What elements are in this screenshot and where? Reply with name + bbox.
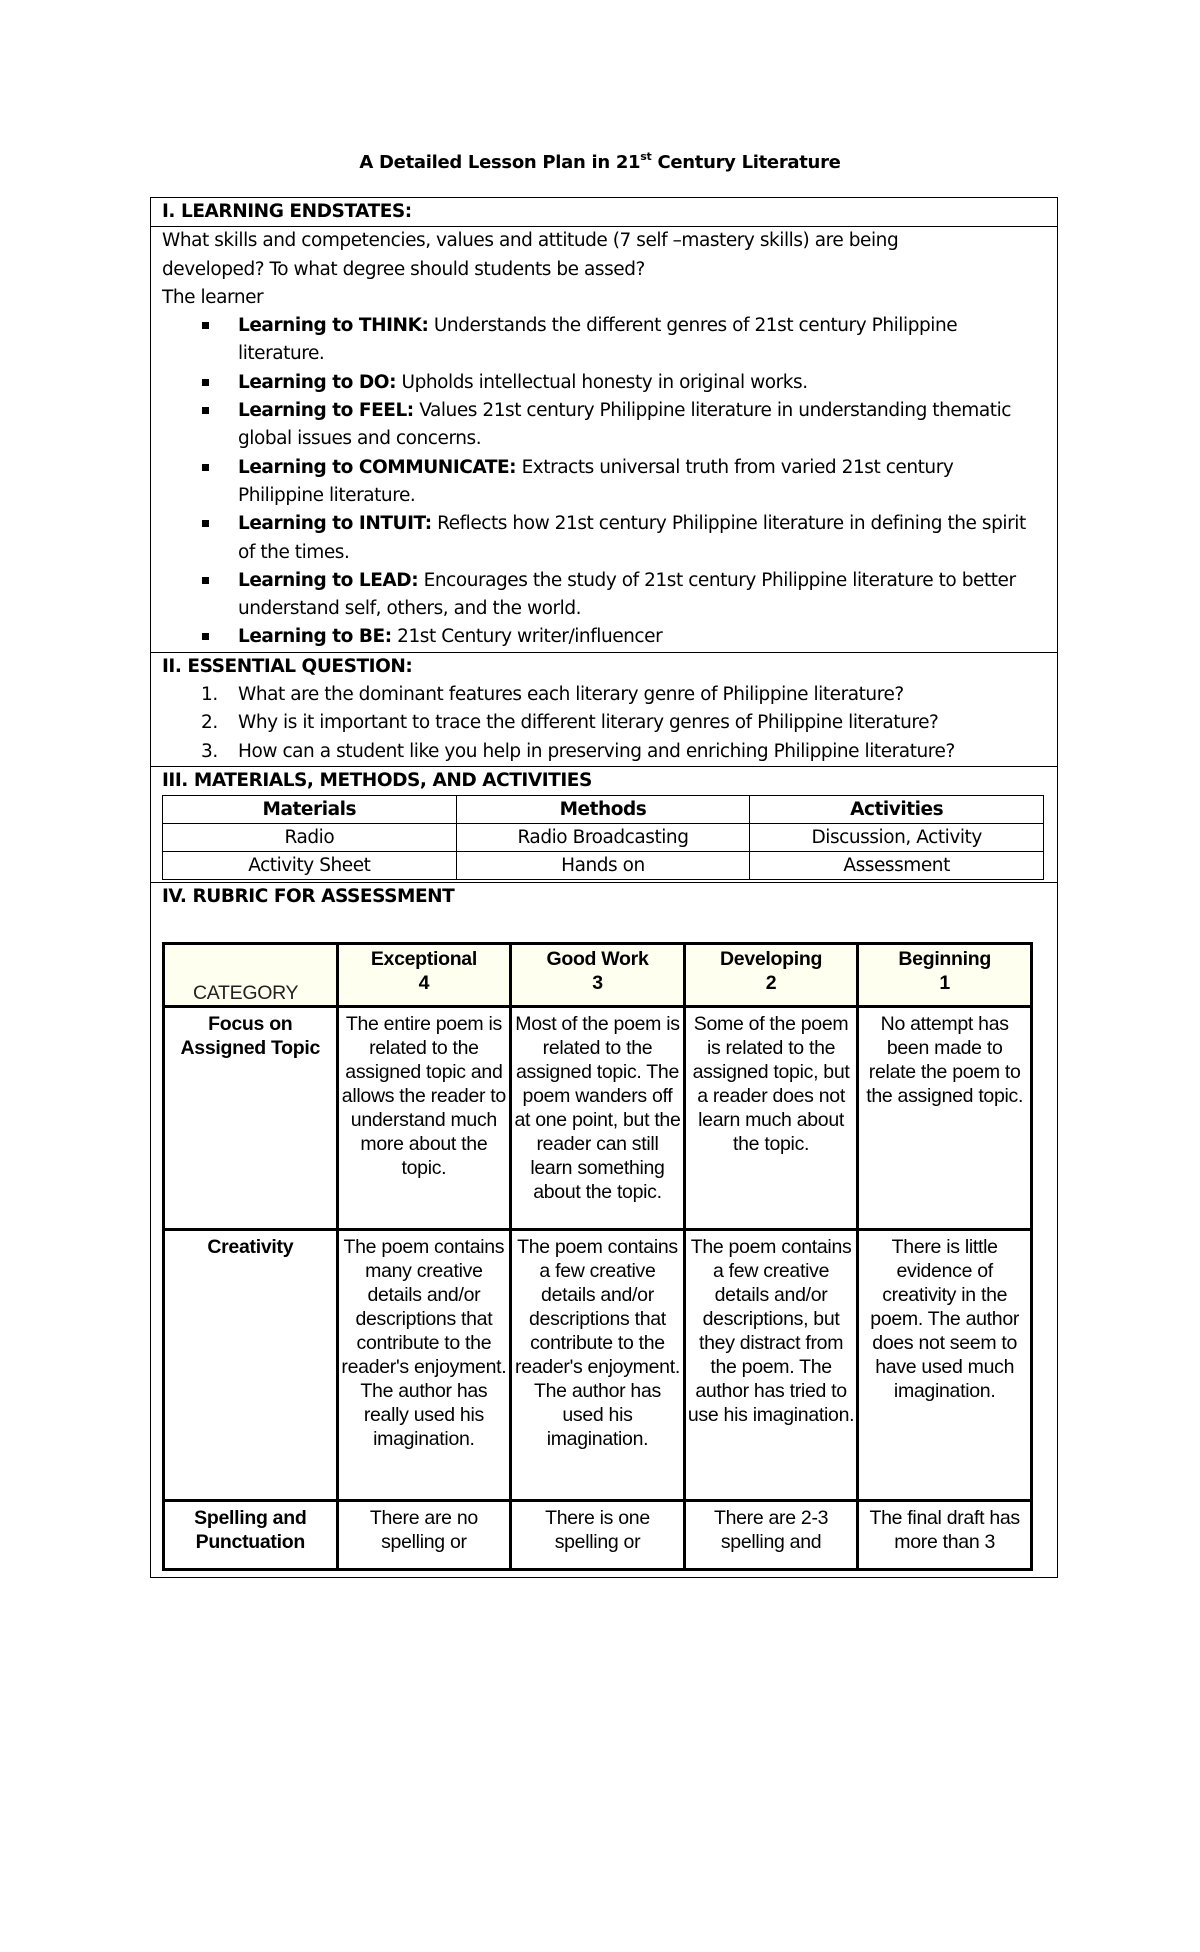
column-header: Materials xyxy=(163,796,457,824)
table-row xyxy=(163,852,1044,880)
lesson-plan-box xyxy=(150,197,1058,1578)
learner-intro: The learner xyxy=(162,286,264,308)
materials-table xyxy=(162,795,1044,880)
list-item xyxy=(151,738,1057,766)
category-header: CATEGORY xyxy=(164,943,338,1006)
section-heading: IV. RUBRIC FOR ASSESSMENT xyxy=(162,886,455,908)
section-heading: II. ESSENTIAL QUESTION: xyxy=(162,655,413,677)
item-text: Reflects how 21st century Philippine literature in defining the spirit of the times. xyxy=(238,513,1026,563)
list-item xyxy=(151,567,1057,624)
table-cell: Activity Sheet xyxy=(163,852,457,880)
endstates-list xyxy=(151,312,1057,652)
bullet-icon xyxy=(202,407,209,414)
item-text: Upholds intellectual honesty in original works. xyxy=(396,371,808,393)
table-cell: Assessment xyxy=(750,852,1044,880)
title-suffix: Century Literature xyxy=(651,152,841,173)
endstates-question-line: developed? To what degree should students be assed? xyxy=(162,258,645,280)
endstates-question-line: What skills and competencies, values and attitude (7 self –mastery skills) are being xyxy=(162,230,899,252)
section-materials-methods xyxy=(151,767,1057,883)
item-text: 21st Century writer/influencer xyxy=(391,626,663,648)
rubric-cell: The poem contains a few creative details and/or descriptions, but they distract from the poem. The author has tried to use his imagination. xyxy=(684,1229,858,1500)
table-cell: Discussion, Activity xyxy=(750,824,1044,852)
item-text: Extracts universal truth from varied 21st century Philippine literature. xyxy=(238,456,954,506)
bullet-icon xyxy=(202,322,209,329)
bullet-icon xyxy=(202,520,209,527)
level-header xyxy=(337,943,511,1006)
rubric-cell: There are no spelling or xyxy=(337,1500,511,1569)
bullet-icon xyxy=(202,379,209,386)
item-label: Learning to COMMUNICATE: xyxy=(238,456,517,478)
title-prefix: A Detailed Lesson Plan in 21 xyxy=(359,152,641,173)
list-item xyxy=(151,397,1057,454)
rubric-cell: The entire poem is related to the assigned topic and allows the reader to understand much more about the topic. xyxy=(337,1006,511,1229)
table-row xyxy=(164,1229,1032,1500)
level-header xyxy=(858,943,1032,1006)
level-name: Good Work xyxy=(546,947,649,970)
list-item xyxy=(151,369,1057,397)
section-essential-question xyxy=(151,653,1057,767)
section-learning-endstates xyxy=(151,198,1057,653)
list-item xyxy=(151,454,1057,511)
rubric-cell: No attempt has been made to relate the poem to the assigned topic. xyxy=(858,1006,1032,1229)
question-number: 3. xyxy=(201,740,218,762)
table-row xyxy=(163,824,1044,852)
item-text: Values 21st century Philippine literature in understanding thematic global issues and concerns. xyxy=(238,400,1011,450)
item-text: Understands the different genres of 21st century Philippine literature. xyxy=(238,315,958,365)
level-name: Developing xyxy=(720,947,823,970)
item-label: Learning to DO: xyxy=(238,371,397,393)
question-number: 2. xyxy=(201,712,218,734)
question-text: What are the dominant features each literary genre of Philippine literature? xyxy=(238,684,904,706)
rubric-cell: There is little evidence of creativity in the poem. The author does not seem to have used much imagination. xyxy=(858,1229,1032,1500)
item-text: Encourages the study of 21st century Philippine literature to better understand self, others, and the world. xyxy=(238,569,1016,620)
rubric-cell: Some of the poem is related to the assigned topic, but a reader does not learn much about the topic. xyxy=(684,1006,858,1229)
questions-list xyxy=(151,681,1057,766)
table-cell: Radio Broadcasting xyxy=(456,824,750,852)
rubric-cell: The poem contains many creative details and/or descriptions that contribute to the reader's enjoyment. The author has really used his imagination. xyxy=(337,1229,511,1500)
column-header: Methods xyxy=(456,796,750,824)
table-cell: Hands on xyxy=(456,852,750,880)
question-number: 1. xyxy=(201,684,218,706)
rubric-header-row xyxy=(164,943,1032,1006)
row-category: Creativity xyxy=(164,1229,338,1500)
row-category: Focus on Assigned Topic xyxy=(164,1006,338,1229)
section-heading: III. MATERIALS, METHODS, AND ACTIVITIES xyxy=(162,769,592,791)
table-cell: Radio xyxy=(163,824,457,852)
level-score: 4 xyxy=(418,971,430,994)
section-rubric xyxy=(151,883,1057,1576)
level-name: Exceptional xyxy=(370,947,477,970)
rubric-cell: There is one spelling or xyxy=(511,1500,685,1569)
question-text: How can a student like you help in preserving and enriching Philippine literature? xyxy=(238,740,955,762)
rubric-cell: There are 2-3 spelling and xyxy=(684,1500,858,1569)
rubric-cell: The final draft has more than 3 xyxy=(858,1500,1032,1569)
item-label: Learning to BE: xyxy=(238,626,392,648)
rubric-wrapper xyxy=(151,912,1057,1577)
table-header-row xyxy=(163,796,1044,824)
bullet-icon xyxy=(202,464,209,471)
level-name: Beginning xyxy=(898,947,991,970)
item-label: Learning to THINK: xyxy=(238,315,429,337)
section-heading: I. LEARNING ENDSTATES: xyxy=(151,198,1057,227)
rubric-cell: Most of the poem is related to the assigned topic. The poem wanders off at one point, but the reader can still learn something about the topic. xyxy=(511,1006,685,1229)
level-score: 3 xyxy=(592,971,603,994)
list-item xyxy=(151,510,1057,567)
list-item xyxy=(151,623,1057,651)
row-category: Spelling and Punctuation xyxy=(164,1500,338,1569)
rubric-cell: The poem contains a few creative details and/or descriptions that contribute to the reader's enjoyment. The author has used his imagination. xyxy=(511,1229,685,1500)
column-header: Activities xyxy=(750,796,1044,824)
item-label: Learning to INTUIT: xyxy=(238,513,432,535)
table-row xyxy=(164,1500,1032,1569)
question-text: Why is it important to trace the different literary genres of Philippine literature? xyxy=(238,712,939,734)
bullet-icon xyxy=(202,577,209,584)
list-item xyxy=(151,312,1057,369)
document-title xyxy=(0,152,1200,173)
rubric-table xyxy=(162,942,1033,1571)
bullet-icon xyxy=(202,633,209,640)
item-label: Learning to LEAD: xyxy=(238,569,419,591)
list-item xyxy=(151,709,1057,737)
level-score: 1 xyxy=(939,971,950,994)
level-score: 2 xyxy=(765,971,777,994)
level-header xyxy=(684,943,858,1006)
list-item xyxy=(151,681,1057,709)
table-row xyxy=(164,1006,1032,1229)
title-superscript: st xyxy=(640,150,652,163)
item-label: Learning to FEEL: xyxy=(238,400,414,422)
level-header xyxy=(511,943,685,1006)
